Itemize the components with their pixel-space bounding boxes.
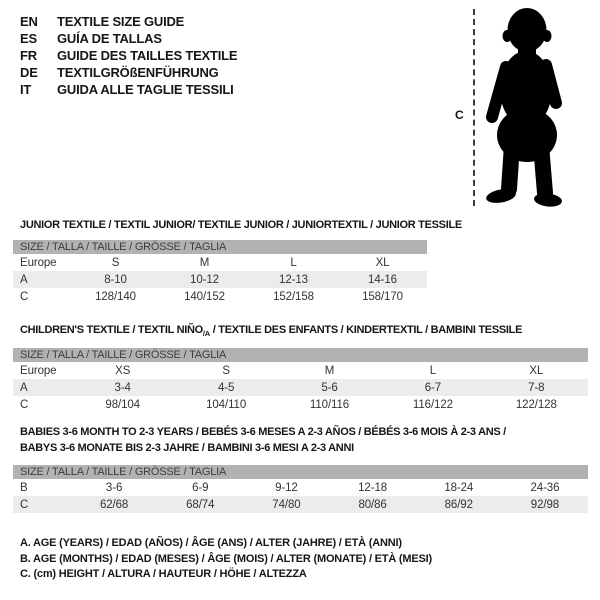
size-value: 9-12 bbox=[275, 481, 298, 494]
language-header bbox=[20, 13, 237, 98]
size-value: 68/74 bbox=[186, 498, 215, 511]
row-label: B bbox=[20, 481, 28, 494]
size-value: S bbox=[222, 364, 230, 377]
size-table bbox=[13, 240, 427, 305]
size-value: 74/80 bbox=[272, 498, 301, 511]
section-title-subscript: /A bbox=[202, 329, 210, 339]
language-row bbox=[20, 64, 237, 81]
row-label: C bbox=[20, 398, 29, 411]
size-value: 3-6 bbox=[105, 481, 123, 494]
size-value: 80/86 bbox=[358, 498, 387, 511]
size-value: 122/128 bbox=[515, 398, 557, 411]
size-value: 104/110 bbox=[206, 398, 247, 411]
size-value: XL bbox=[375, 256, 390, 269]
size-value: 6-7 bbox=[424, 381, 442, 394]
size-value: XL bbox=[529, 364, 544, 377]
section-title-text: JUNIOR TEXTILE / TEXTIL JUNIOR/ TEXTILE JUNIOR / JUNIORTEXTIL / JUNIOR TESSILE bbox=[20, 219, 462, 231]
section-title bbox=[20, 322, 522, 342]
size-value: 140/152 bbox=[184, 290, 225, 303]
language-code: ES bbox=[20, 31, 37, 46]
height-measure-label: C bbox=[455, 108, 464, 122]
size-value: M bbox=[324, 364, 335, 377]
size-value: 7-8 bbox=[528, 381, 545, 394]
row-label: A bbox=[20, 381, 28, 394]
size-value: 12-18 bbox=[358, 481, 388, 494]
size-table-header: SIZE / TALLA / TAILLE / GRÖSSE / TAGLIA bbox=[13, 348, 588, 362]
size-value: 98/104 bbox=[105, 398, 140, 411]
language-row bbox=[20, 81, 237, 98]
footnote: B. AGE (MONTHS) / EDAD (MESES) / ÂGE (MOIS) / ALTER (MONATE) / ETÀ (MESI) bbox=[20, 552, 432, 565]
language-code: EN bbox=[20, 14, 38, 29]
size-value: 8-10 bbox=[104, 273, 127, 286]
section-title-text: / TEXTILE DES ENFANTS / KINDERTEXTIL / BAMBINI TESSILE bbox=[210, 324, 523, 336]
size-table-row bbox=[13, 496, 588, 513]
section-title-text: CHILDREN'S TEXTILE / TEXTIL NIÑO bbox=[20, 324, 203, 336]
size-table-row bbox=[13, 479, 588, 496]
size-value: 128/140 bbox=[95, 290, 136, 303]
size-value: 86/92 bbox=[444, 498, 473, 511]
size-table bbox=[13, 465, 588, 513]
section-title bbox=[20, 424, 506, 456]
section-title-text: BABIES 3-6 MONTH TO 2-3 YEARS / BEBÉS 3-6 MESES A 2-3 AÑOS / BÉBÉS 3-6 MOIS À 2-3 ANS / bbox=[20, 426, 506, 438]
size-table bbox=[13, 348, 588, 413]
size-value: 6-9 bbox=[192, 481, 209, 494]
size-table-row bbox=[13, 288, 427, 305]
footnote: A. AGE (YEARS) / EDAD (AÑOS) / ÂGE (ANS) / ALTER (JAHRE) / ETÀ (ANNI) bbox=[20, 537, 402, 549]
section-title-line bbox=[20, 217, 462, 233]
size-value: 4-5 bbox=[217, 381, 235, 394]
size-value: 116/122 bbox=[412, 398, 453, 411]
size-table-row bbox=[13, 379, 588, 396]
row-label: A bbox=[20, 273, 28, 286]
size-value: L bbox=[290, 256, 297, 269]
size-table-row bbox=[13, 362, 588, 379]
size-value: 152/158 bbox=[273, 290, 314, 303]
footnote: C. (cm) HEIGHT / ALTURA / HAUTEUR / HÖHE / ALTEZZA bbox=[20, 568, 307, 580]
size-value: 110/116 bbox=[309, 398, 350, 411]
row-label: C bbox=[20, 498, 29, 511]
row-label: Europe bbox=[20, 364, 57, 377]
row-label: C bbox=[20, 290, 29, 303]
size-value: XS bbox=[115, 364, 131, 377]
language-row bbox=[20, 47, 237, 64]
section-title-text: BABYS 3-6 MONATE BIS 2-3 JAHRE / BAMBINI 3-6 MESI A 2-3 ANNI bbox=[20, 442, 354, 454]
language-label: TEXTILE SIZE GUIDE bbox=[57, 14, 185, 29]
size-value: 5-6 bbox=[321, 381, 338, 394]
height-measure-line bbox=[473, 9, 475, 206]
size-value: 18-24 bbox=[444, 481, 474, 494]
size-value: 12-13 bbox=[279, 273, 308, 286]
language-label: GUIDE DES TAILLES TEXTILE bbox=[57, 48, 238, 63]
size-value: 10-12 bbox=[190, 273, 219, 286]
language-code: DE bbox=[20, 65, 38, 80]
size-table-header: SIZE / TALLA / TAILLE / GRÖSSE / TAGLIA bbox=[13, 465, 588, 479]
language-code: FR bbox=[20, 48, 37, 63]
row-label: Europe bbox=[20, 256, 57, 269]
size-value: 92/98 bbox=[530, 498, 560, 511]
language-row bbox=[20, 30, 237, 47]
language-code: IT bbox=[20, 82, 32, 97]
language-label: GUÍA DE TALLAS bbox=[57, 31, 162, 46]
size-value: S bbox=[111, 256, 120, 269]
size-value: 14-16 bbox=[368, 273, 397, 286]
size-value: 62/68 bbox=[99, 498, 129, 511]
language-row bbox=[20, 13, 237, 30]
toddler-silhouette-icon bbox=[482, 5, 572, 207]
size-value: 3-4 bbox=[114, 381, 131, 394]
section-title-line bbox=[20, 424, 506, 440]
size-table-row bbox=[13, 396, 588, 413]
language-label: GUIDA ALLE TAGLIE TESSILI bbox=[57, 82, 234, 97]
size-value: 24-36 bbox=[530, 481, 560, 494]
size-value: M bbox=[199, 256, 210, 269]
size-table-header: SIZE / TALLA / TAILLE / GRÖSSE / TAGLIA bbox=[13, 240, 427, 254]
size-value: L bbox=[429, 364, 437, 377]
section-title-line bbox=[20, 322, 522, 342]
size-table-row bbox=[13, 271, 427, 288]
language-label: TEXTILGRÖßENFÜHRUNG bbox=[57, 65, 219, 80]
footnotes bbox=[20, 536, 432, 583]
size-table-row bbox=[13, 254, 427, 271]
section-title bbox=[20, 217, 462, 233]
size-value: 158/170 bbox=[362, 290, 403, 303]
section-title-line bbox=[20, 440, 506, 456]
